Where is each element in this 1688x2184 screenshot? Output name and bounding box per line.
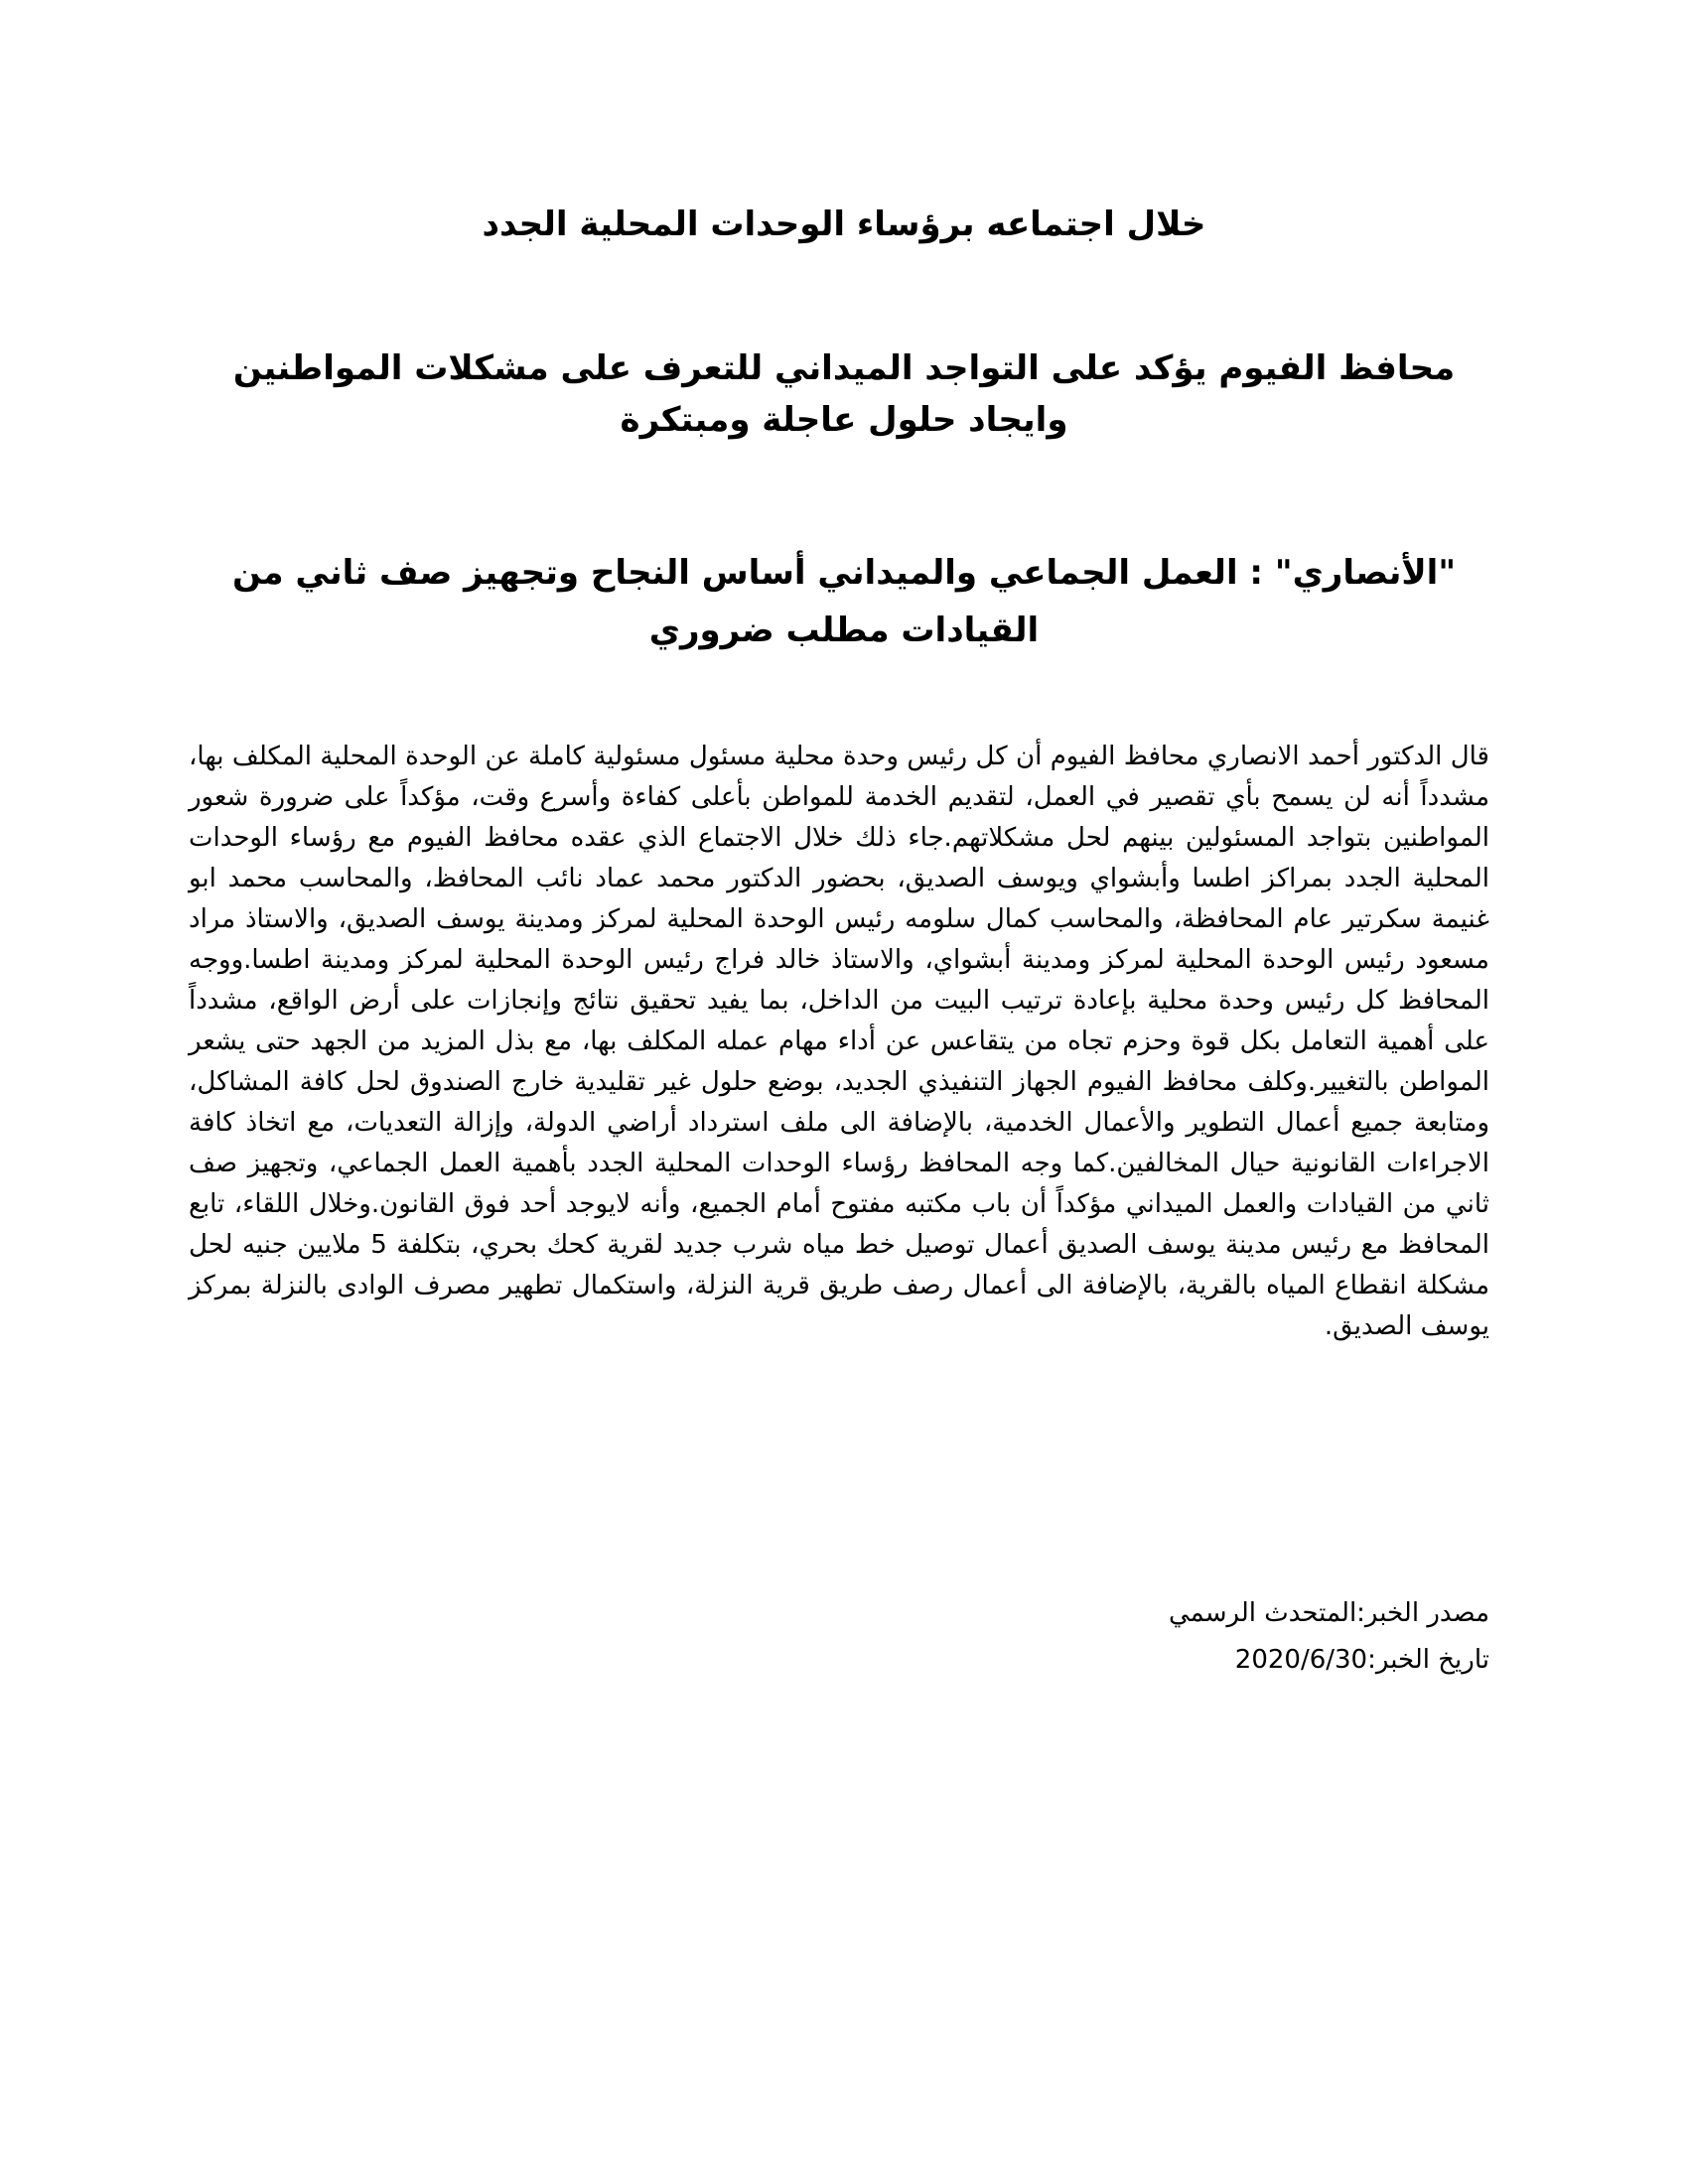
document-kicker-heading: خلال اجتماعه برؤساء الوحدات المحلية الجدد (482, 205, 1206, 244)
article-body: قال الدكتور أحمد الانصاري محافظ الفيوم أن كل رئيس وحدة محلية مسئول مسئولية كاملة عن الوحدة المحلية المكلف بها، مشدداً أنه لن يسمح بأي تقصير في العمل، لتقديم الخدمة للمواطن بأعلى كفاءة وأسرع وقت، مؤكداً على ضرورة شعور المواطنين بتواجد المسئولين بينهم لحل مشكلاتهم.جاء ذلك خلال الاجتماع الذي عقده محافظ الفيوم مع رؤساء الوحدات المحلية الجدد بمراكز اطسا وأبشواي ويوسف الصديق، بحضور الدكتور محمد عماد نائب المحافظ، والمحاسب محمد ابو غنيمة سكرتير عام المحافظة، والمحاسب كمال سلومه رئيس الوحدة المحلية لمركز ومدينة يوسف الصديق، والاستاذ مراد مسعود رئيس الوحدة المحلية لمركز ومدينة أبشواي، والاستاذ خالد فراج رئيس الوحدة المحلية لمركز ومدينة اطسا.ووجه المحافظ كل رئيس وحدة محلية بإعادة ترتيب البيت من الداخل، بما يفيد تحقيق نتائج وإنجازات على أرض الواقع، مشدداً على أهمية التعامل بكل قوة وحزم تجاه من يتقاعس عن أداء مهام عمله المكلف بها، مع بذل المزيد من الجهد حتى يشعر المواطن بالتغيير.وكلف محافظ الفيوم الجهاز التنفيذي الجديد، بوضع حلول غير تقليدية خارج الصندوق لحل كافة المشاكل، ومتابعة جميع أعمال التطوير والأعمال الخدمية، بالإضافة الى ملف استرداد أراضي الدولة، وإزالة التعديات، مع اتخاذ كافة الاجراءات القانونية حيال المخالفين.كما وجه المحافظ رؤساء الوحدات المحلية الجدد بأهمية العمل الجماعي، وتجهيز صف ثاني من القيادات والعمل الميداني مؤكداً أن باب مكتبه مفتوح أمام الجميع، وأنه لايوجد أحد فوق القانون.وخلال اللقاء، تابع المحافظ مع رئيس مدينة يوسف الصديق أعمال توصيل خط مياه شرب جديد لقرية كحك بحري، بتكلفة 5 ملايين جنيه لحل مشكلة انقطاع المياه بالقرية، بالإضافة الى أعمال رصف طريق قرية النزلة، واستكمال تطهير مصرف الوادى بالنزلة بمركز يوسف الصديق. (189, 742, 1489, 1341)
document-main-headline: محافظ الفيوم يؤكد على التواجد الميداني للتعرف على مشكلات المواطنين وايجاد حلول عاجلة ومبتكرة (232, 348, 1456, 440)
document-sub-headline: "الأنصاري" : العمل الجماعي والميداني أساس النجاح وتجهيز صف ثاني من القيادات مطلب ضروري (231, 553, 1457, 650)
news-source-line: مصدر الخبر:المتحدث الرسمي (1169, 1598, 1489, 1628)
news-date-line: تاريخ الخبر:2020/6/30 (1234, 1645, 1489, 1675)
